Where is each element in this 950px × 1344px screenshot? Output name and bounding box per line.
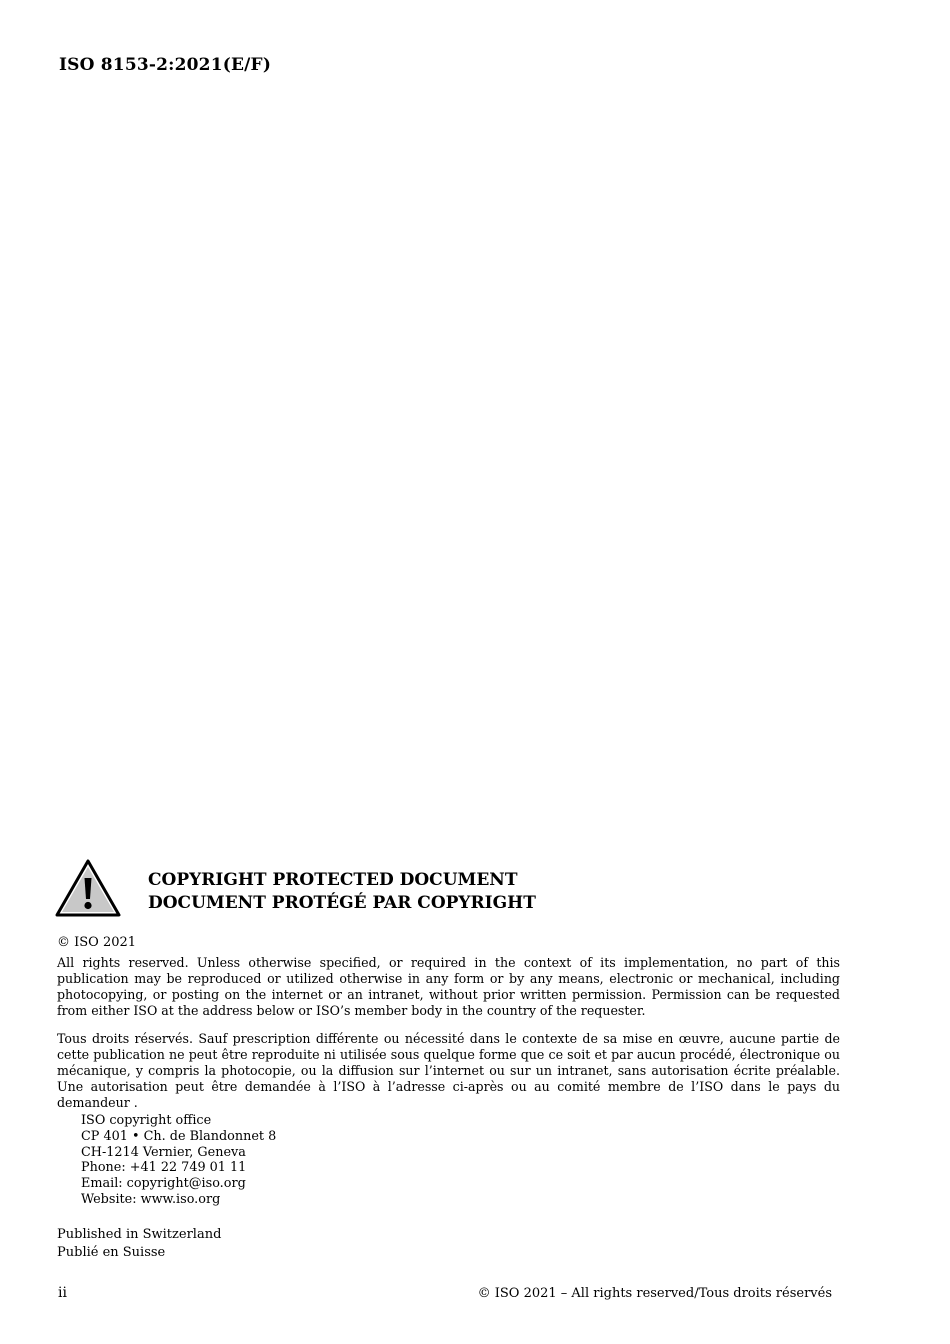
copyright-title	[148, 869, 536, 915]
page-number: ii	[58, 1285, 67, 1301]
publication-place	[57, 1226, 221, 1262]
address-line-city: CH-1214 Vernier, Geneva	[81, 1144, 246, 1160]
address-line-street: CP 401 • Ch. de Blandonnet 8	[81, 1128, 277, 1144]
footer-rights: © ISO 2021 – All rights reserved/Tous droits réservés	[477, 1286, 832, 1301]
copyright-title-en: COPYRIGHT PROTECTED DOCUMENT	[148, 870, 518, 890]
copyright-year: © ISO 2021	[57, 935, 137, 950]
address-phone: Phone: +41 22 749 01 11	[81, 1160, 247, 1176]
rights-paragraph-fr: Tous droits réservés. Sauf prescription différente ou nécessité dans le contexte de sa mise en œuvre, aucune partie de cette publication ne peut être reproduite ni utilisée sous quelque forme que ce soit et par aucun procédé, électronique ou mécanique, y compris la photocopie, ou la diffusion sur l’internet ou sur un intranet, sans autorisation écrite préalable. Une autorisation peut être demandée à l’ISO à l’adresse ci-après ou au comité membre de l’ISO dans le pays du demandeur .	[57, 1031, 840, 1110]
document-code: ISO 8153-2:2021(E/F)	[59, 55, 272, 75]
copyright-office-address	[81, 1113, 276, 1208]
address-website: Website: www.iso.org	[81, 1191, 221, 1207]
published-fr: Publié en Suisse	[57, 1245, 166, 1260]
copyright-title-fr: DOCUMENT PROTÉGÉ PAR COPYRIGHT	[148, 893, 536, 913]
warning-triangle-icon	[55, 859, 121, 917]
rights-paragraph-en: All rights reserved. Unless otherwise specified, or required in the context of its implementation, no part of this publication may be reproduced or utilized otherwise in any form or by any means, electronic or mechanical, including photocopying, or posting on the internet or an intranet, without prior written permission. Permission can be requested from either ISO at the address below or ISO’s member body in the country of the requester.	[57, 955, 840, 1018]
published-en: Published in Switzerland	[57, 1227, 222, 1242]
address-email: Email: copyright@iso.org	[81, 1176, 246, 1192]
address-line-office: ISO copyright office	[81, 1113, 212, 1128]
